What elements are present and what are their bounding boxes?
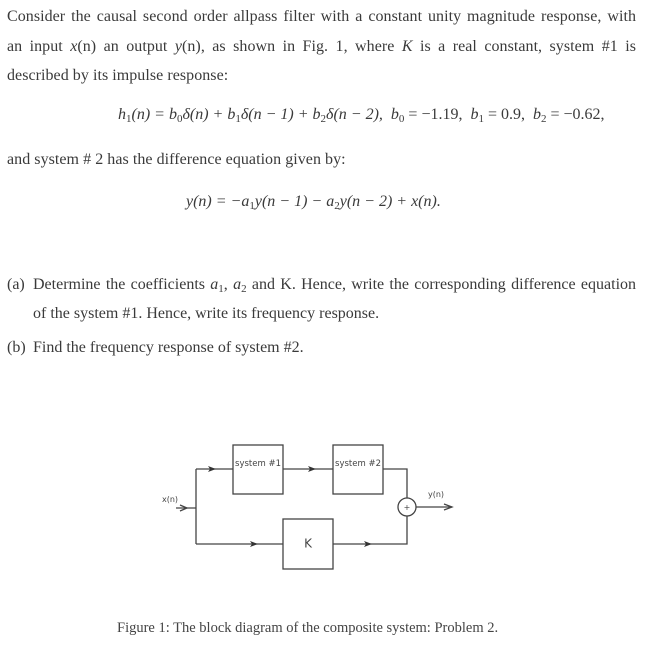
eq-text: y(n − 2) + x(n). [339,193,441,210]
eq-text: (n) = [131,106,169,123]
eq-subscript: 2 [334,200,340,212]
coef-a2: a [326,193,335,210]
eq-symbol: b [312,106,321,123]
question-a-line-2: of the system #1. Hence, write its frequency response. [33,305,380,322]
eq-text: y(n) = − [186,193,242,210]
eq-subscript: 1 [218,283,224,295]
var-x: x [70,38,78,55]
eq-text: δ(n) + [182,106,228,123]
eq-symbol: b [227,106,236,123]
system1-block [233,445,283,494]
eq-subscript: 0 [398,113,405,125]
question-b-label: (b) [7,339,26,356]
intro-arg: (n) [77,38,97,55]
eq-subscript: 1 [126,113,132,125]
coef-b1: b [470,106,479,123]
path-gain-to-summer [333,516,407,544]
eq-subscript: 2 [541,113,547,125]
intro-text: an input [7,38,71,55]
coef-b2: b [533,106,541,123]
question-text: and K. Hence, write the corresponding difference equation [246,276,637,293]
eq-subscript: 2 [320,113,327,125]
plus-icon: + [403,503,411,512]
eq-symbol: h [118,106,126,123]
coef-b0: b [390,106,399,123]
system2-block [333,445,383,494]
coef-a2: a [233,276,242,293]
eq-subscript: 0 [176,113,183,125]
question-text: , [223,276,234,293]
intro-text: is a real constant, system #1 is [412,38,636,55]
coef-b2-value: = −0.62, [550,106,605,123]
output-label: y(n) [427,490,445,499]
var-K: K [401,38,413,55]
intro-line-3: described by its impulse response: [7,67,229,84]
eq-symbol: b [168,106,177,123]
coef-a1: a [241,193,250,210]
intro-line-1: Consider the causal second order allpass filter with a constant unity magnitude response, with [7,8,636,25]
intro-text: , as shown in Fig. 1, where [200,38,402,55]
eq-subscript: 1 [235,113,241,125]
question-text: Determine the coefficients [33,276,211,293]
eq-subscript: 2 [241,283,247,295]
input-label: x(n) [161,495,179,504]
coef-b0-value: = −1.19, [408,106,463,123]
coef-a1: a [210,276,219,293]
question-b-text: Find the frequency response of system #2. [33,339,304,356]
eq-text: y(n − 1) − [254,193,327,210]
eq-subscript: 1 [249,200,255,212]
system1-label: system #1 [235,459,281,469]
system2-label: system #2 [335,459,381,469]
intro-text: an output [96,38,175,55]
var-y: y [174,38,182,55]
figure-caption: Figure 1: The block diagram of the composite system: Problem 2. [117,620,499,636]
gain-label: K [304,536,312,551]
eq-text: δ(n − 1) + [240,106,313,123]
eq-text: δ(n − 2), [326,106,383,123]
path-system2-to-summer [383,469,407,498]
question-a-label: (a) [7,276,25,293]
eq-subscript: 1 [478,113,484,125]
system2-intro: and system # 2 has the difference equation given by: [7,151,346,168]
coef-b1-value: = 0.9, [487,106,525,123]
intro-arg: (n) [182,38,201,55]
